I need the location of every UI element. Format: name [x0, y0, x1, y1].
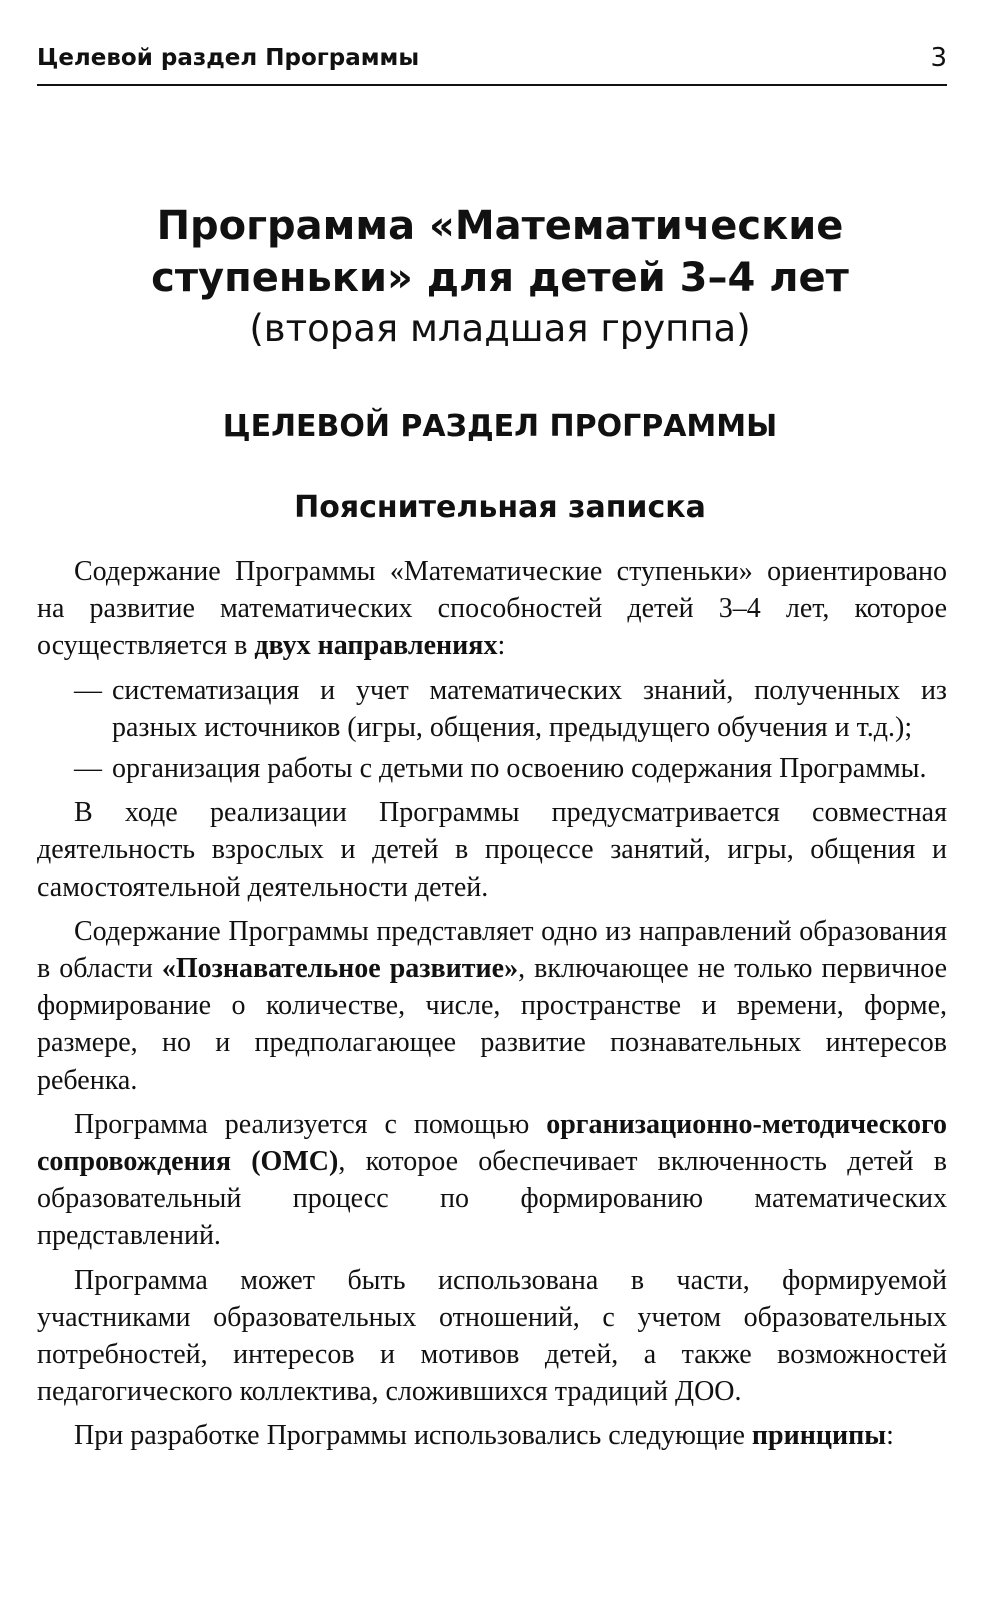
- paragraph-1: [37, 553, 947, 665]
- list-dash: —: [74, 674, 102, 706]
- list-item: [37, 750, 947, 787]
- paragraph-3-before: Содержание Программы представляет одно из направлений образования в области: [37, 915, 947, 985]
- running-header: [37, 40, 947, 76]
- paragraph-4-bold: организационно-методического сопровождения (ОМС): [37, 1108, 947, 1178]
- list-item-text: систематизация и учет математических знаний, полученных из разных источников (игры, общения, предыдущего обучения и т.д.);: [112, 674, 947, 743]
- list-item: [37, 672, 947, 746]
- body-text: [37, 553, 947, 1462]
- paragraph-3-after: , включающее не только первичное формирование о количестве, числе, пространстве и времени, форме, размере, но и предполагающее развитие познавательных интересов ребенка.: [37, 953, 948, 1096]
- paragraph-6-before: При разработке Программы использовались следующие: [74, 1420, 752, 1452]
- paragraph-4-before: Программа реализуется с помощью: [74, 1108, 547, 1140]
- paragraph-3: [37, 913, 947, 1099]
- paragraph-3-bold: «Познавательное развитие»: [161, 953, 519, 985]
- subsection-heading: Пояснительная записка: [294, 490, 706, 525]
- paragraph-1-after: :: [497, 630, 506, 662]
- directions-list: [37, 672, 947, 788]
- paragraph-1-text: Содержание Программы «Математические ступеньки» ориентировано на развитие математических способностей детей 3–4 лет, которое осуществляется в: [37, 556, 947, 662]
- title-line-2: ступеньки» для детей 3–4 лет: [151, 255, 849, 301]
- paragraph-2: В ходе реализации Программы предусматривается совместная деятельность взрослых и детей в процессе занятий, игры, общения и самостоятельной деятельности детей.: [37, 797, 947, 903]
- title-subtitle: (вторая младшая группа): [249, 307, 751, 350]
- paragraph-4: [37, 1106, 947, 1255]
- list-item-text: организация работы с детьми по освоению содержания Программы.: [112, 753, 927, 785]
- paragraph-5: Программа может быть использована в части, формируемой участниками образовательных отношений, с учетом образовательных потребностей, интересов и мотивов детей, а также возможностей педагогического коллектива, сложившихся традиций ДОО.: [37, 1264, 947, 1408]
- paragraph-6: [37, 1417, 947, 1454]
- list-dash: —: [74, 753, 102, 785]
- paragraph-1-bold: двух направлениях: [254, 630, 498, 662]
- header-rule: [37, 84, 947, 86]
- running-title: Целевой раздел Программы: [37, 45, 420, 71]
- section-heading: ЦЕЛЕВОЙ РАЗДЕЛ ПРОГРАММЫ: [222, 409, 778, 444]
- program-title: [0, 200, 1000, 354]
- paragraph-6-after: :: [886, 1420, 894, 1452]
- page-number: 3: [930, 43, 947, 73]
- paragraph-6-bold: принципы: [751, 1420, 887, 1452]
- title-line-1: Программа «Математические: [156, 203, 844, 249]
- paragraph-4-after: , которое обеспечивает включенность детей в образовательный процесс по формированию математических представлений.: [37, 1146, 947, 1252]
